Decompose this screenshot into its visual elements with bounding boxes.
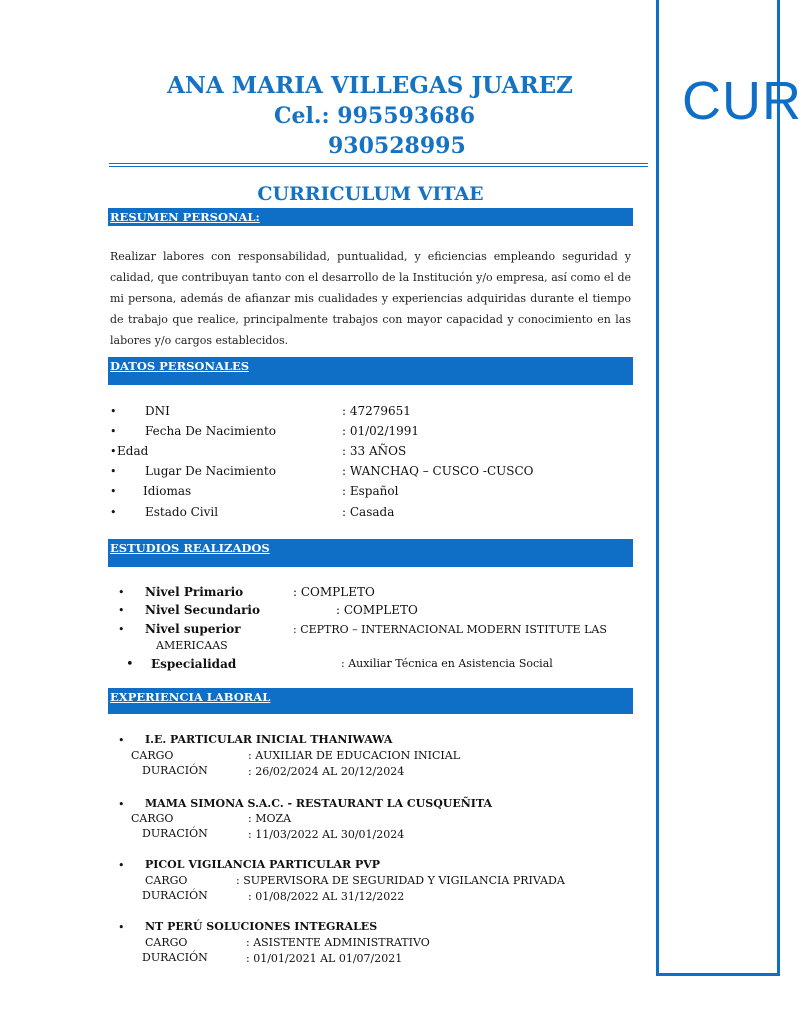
job-company: I.E. PARTICULAR INICIAL THANIWAWA <box>145 733 393 746</box>
job-duracion: : 01/01/2021 AL 01/07/2021 <box>246 952 403 965</box>
personal-value: : Casada <box>342 505 395 519</box>
job-cargo: : ASISTENTE ADMINISTRATIVO <box>246 936 430 949</box>
section-header-estudios: ESTUDIOS REALIZADOS <box>108 539 633 567</box>
job-company: MAMA SIMONA S.A.C. - RESTAURANT LA CUSQUEÑITA <box>145 797 493 810</box>
cover-title-fragment: CUR <box>682 71 802 131</box>
study-value: : Auxiliar Técnica en Asistencia Social <box>341 657 553 670</box>
list-bullet: • <box>118 734 125 747</box>
list-bullet: • <box>110 485 117 498</box>
document-title: CURRICULUM VITAE <box>257 183 484 205</box>
list-bullet: • <box>118 798 125 811</box>
job-cargo-label: CARGO <box>145 936 188 949</box>
job-cargo-label: CARGO <box>131 749 174 762</box>
personal-value: : 01/02/1991 <box>342 424 420 438</box>
study-label: Nivel Primario <box>145 585 244 599</box>
study-label: Nivel superior <box>145 622 241 636</box>
section-header-experiencia: EXPERIENCIA LABORAL <box>108 688 633 714</box>
list-bullet: • <box>118 586 125 599</box>
job-duracion-label: DURACIÓN <box>142 827 208 840</box>
job-duracion-label: DURACIÓN <box>142 951 208 964</box>
personal-value: : Español <box>342 484 399 498</box>
section-header-resumen: RESUMEN PERSONAL: <box>108 208 633 226</box>
list-bullet: • <box>110 425 117 438</box>
personal-value: : 47279651 <box>342 404 411 418</box>
study-value: : CEPTRO – INTERNACIONAL MODERN ISTITUTE LAS <box>293 623 607 636</box>
phone-secondary: 930528995 <box>328 133 466 159</box>
candidate-name: ANA MARIA VILLEGAS JUAREZ <box>167 72 573 99</box>
job-cargo: : SUPERVISORA DE SEGURIDAD Y VIGILANCIA PRIVADA <box>236 874 565 887</box>
cover-frame <box>656 0 780 976</box>
personal-label: Fecha De Nacimiento <box>145 424 277 438</box>
list-bullet: • <box>118 604 125 617</box>
personal-value: : WANCHAQ – CUSCO -CUSCO <box>342 464 534 478</box>
section-header-datos: DATOS PERSONALES <box>108 357 633 385</box>
list-bullet: • <box>118 623 125 636</box>
study-value: : COMPLETO <box>336 603 418 617</box>
study-label: Nivel Secundario <box>145 603 260 617</box>
job-duracion-label: DURACIÓN <box>142 889 208 902</box>
job-company: NT PERÚ SOLUCIONES INTEGRALES <box>145 920 378 933</box>
study-label: Especialidad <box>151 657 237 671</box>
header-divider-secondary <box>109 166 648 167</box>
list-bullet: • <box>110 465 117 478</box>
personal-label: DNI <box>145 404 170 418</box>
phone-primary: Cel.: 995593686 <box>274 103 476 129</box>
job-duracion: : 01/08/2022 AL 31/12/2022 <box>248 890 405 903</box>
list-bullet: • <box>110 405 117 418</box>
job-cargo-label: CARGO <box>145 874 188 887</box>
job-cargo: : MOZA <box>248 812 292 825</box>
list-bullet: • <box>126 657 134 672</box>
personal-value: : 33 AÑOS <box>342 444 407 458</box>
list-bullet: • <box>118 921 125 934</box>
list-bullet: • <box>118 859 125 872</box>
job-duracion: : 26/02/2024 AL 20/12/2024 <box>248 765 405 778</box>
job-cargo: : AUXILIAR DE EDUCACION INICIAL <box>248 749 461 762</box>
summary-paragraph: Realizar labores con responsabilidad, puntualidad, y eficiencias empleando seguridad y calidad, que contribuyan tanto con el desarrollo de la Institución y/o empresa, así como el de mi persona, además de afianzar mis cualidades y experiencias adquiridas durante el tiempo de trabajo que realice, principalmente trabajos con mayor capacidad y conocimiento en las labores y/o cargos establecidos. <box>110 250 631 347</box>
header-divider <box>109 163 648 164</box>
personal-label: Idiomas <box>143 484 192 498</box>
job-company: PICOL VIGILANCIA PARTICULAR PVP <box>145 858 381 871</box>
study-value: : COMPLETO <box>293 585 375 599</box>
job-duracion: : 11/03/2022 AL 30/01/2024 <box>248 828 405 841</box>
personal-label: Edad <box>117 444 149 458</box>
list-bullet: • <box>110 445 117 458</box>
personal-label: Estado Civil <box>145 505 219 519</box>
job-duracion-label: DURACIÓN <box>142 764 208 777</box>
list-bullet: • <box>110 506 117 519</box>
study-value-continued: AMERICAAS <box>156 639 228 652</box>
job-cargo-label: CARGO <box>131 812 174 825</box>
personal-label: Lugar De Nacimiento <box>145 464 276 478</box>
